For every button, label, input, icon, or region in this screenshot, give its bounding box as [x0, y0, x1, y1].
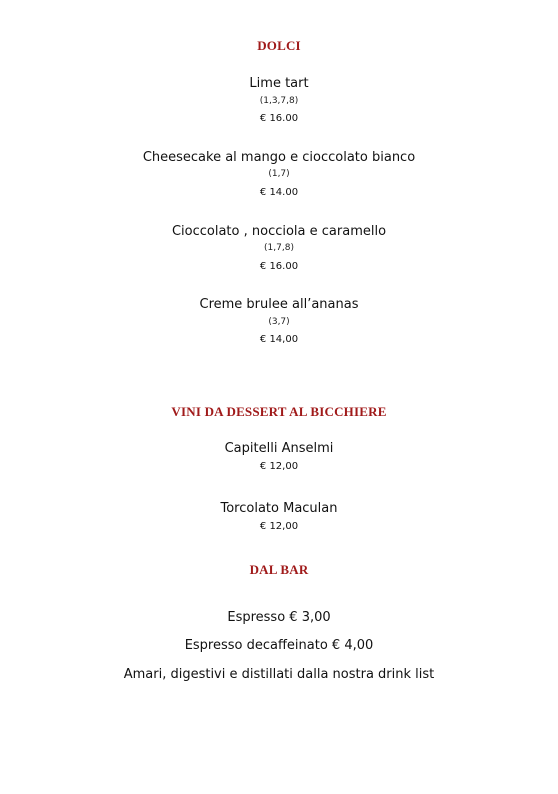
- dessert-name: Creme brulee all’ananas: [199, 297, 359, 312]
- bar-item: Espresso € 3,00: [227, 610, 331, 625]
- dessert-allergens: (1,3,7,8): [259, 96, 299, 106]
- wine-price: € 12,00: [259, 521, 299, 532]
- dessert-price: € 14.00: [259, 187, 299, 198]
- wine-price: € 12,00: [259, 461, 299, 472]
- dessert-name: Cioccolato , nocciola e caramello: [171, 224, 387, 239]
- dessert-price: € 16.00: [259, 113, 299, 124]
- section-title-dolci: DOLCI: [257, 38, 301, 53]
- dessert-allergens: (1,7): [268, 169, 290, 179]
- dessert-price: € 14,00: [259, 334, 299, 345]
- dessert-name: Lime tart: [249, 76, 309, 91]
- bar-item: Amari, digestivi e distillati dalla nostra drink list: [123, 667, 435, 682]
- dessert-allergens: (3,7): [268, 317, 290, 327]
- wine-name: Capitelli Anselmi: [224, 441, 334, 456]
- dessert-allergens: (1,7,8): [264, 243, 294, 253]
- section-title-bar: DAL BAR: [249, 562, 309, 577]
- section-title-vini: VINI DA DESSERT AL BICCHIERE: [171, 404, 387, 419]
- bar-item: Espresso decaffeinato € 4,00: [184, 638, 374, 653]
- wine-name: Torcolato Maculan: [220, 501, 338, 516]
- dessert-name: Cheesecake al mango e cioccolato bianco: [142, 150, 416, 165]
- dessert-price: € 16.00: [259, 261, 299, 272]
